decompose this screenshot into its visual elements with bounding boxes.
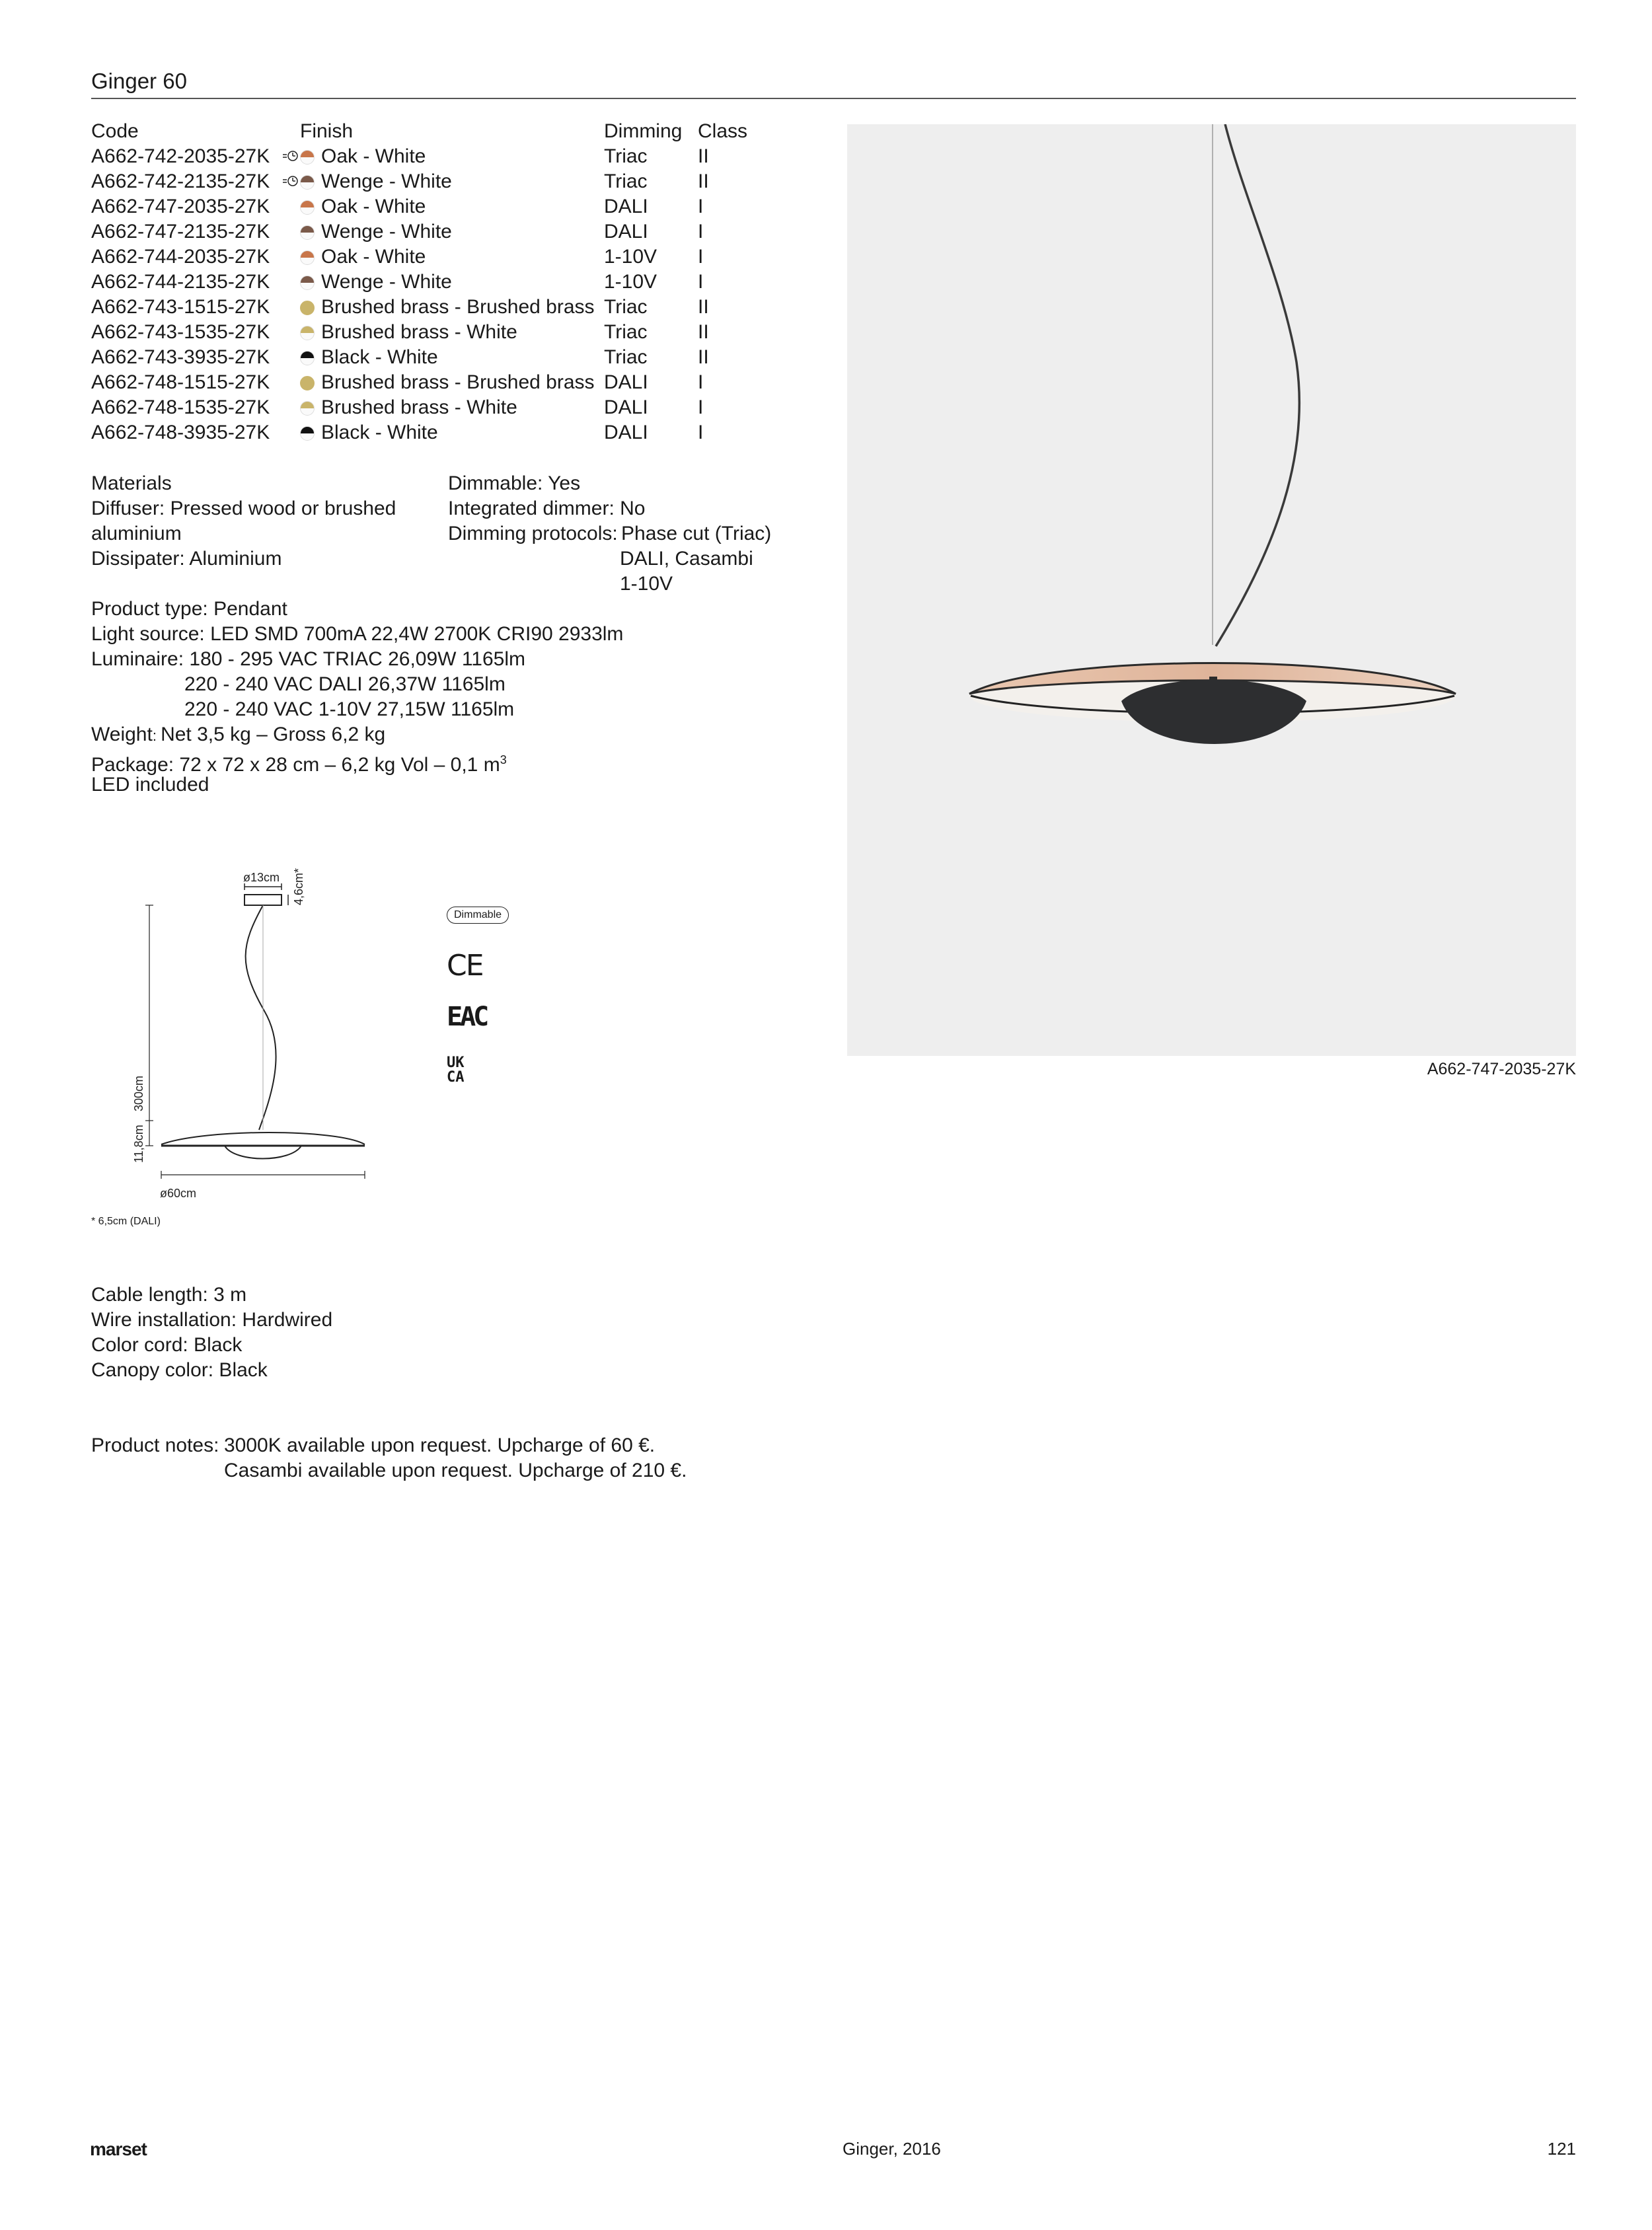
product-photo	[847, 124, 1576, 1056]
dimming-value: Triac	[604, 170, 648, 192]
color-cord: Color cord: Black	[91, 1334, 243, 1356]
pendant-lamp-image	[847, 124, 1576, 1056]
finish-swatch-icon	[300, 250, 315, 265]
finish-swatch-icon	[300, 175, 315, 190]
class-value: I	[698, 422, 704, 443]
materials-dissipater: Dissipater: Aluminium	[91, 548, 282, 570]
materials-heading: Materials	[91, 472, 172, 494]
spec-led-included: LED included	[91, 774, 209, 796]
footer-collection: Ginger, 2016	[843, 2139, 941, 2159]
dimmer-icons	[283, 219, 300, 244]
dimmable-info: Dimmable: Yes	[448, 472, 581, 494]
dimming-protocol-010v: 1-10V	[620, 573, 673, 595]
dimming-value: 1-10V	[604, 271, 657, 293]
table-row	[91, 345, 747, 370]
spec-package: Package: 72 x 72 x 28 cm – 6,2 kg Vol – 0,1 $m^3$	[91, 753, 507, 776]
integrated-dimmer-info: Integrated dimmer: No	[448, 498, 646, 519]
table-row	[91, 370, 747, 395]
table-body	[91, 144, 747, 445]
canopy-height-label: 4,6cm*	[292, 868, 305, 905]
finish-cell	[300, 345, 604, 370]
finish-label: Brushed brass - Brushed brass	[321, 371, 595, 393]
diffuser-outline	[225, 1146, 301, 1159]
cable-length-label: 300cm	[132, 1075, 145, 1111]
dimming-value: DALI	[604, 196, 648, 217]
class-value: II	[698, 170, 709, 192]
eac-mark-icon: EAC	[447, 1002, 487, 1032]
product-code: A662-747-2135-27K	[91, 221, 270, 242]
table-header-row	[91, 119, 747, 144]
materials-diffuser: Diffuser: Pressed wood or brushed	[91, 498, 396, 519]
dimmer-icons	[283, 295, 300, 320]
class-value: I	[698, 221, 704, 242]
dimming-value: DALI	[604, 422, 648, 443]
class-value: II	[698, 321, 709, 343]
dimmer-clock-icon	[283, 174, 299, 188]
dimmer-icons	[283, 420, 300, 445]
ce-mark-icon: CE	[447, 949, 483, 983]
cable-line	[246, 905, 276, 1130]
dimming-protocol-dali: DALI, Casambi	[620, 548, 753, 570]
product-code: A662-748-1535-27K	[91, 396, 270, 418]
finish-cell	[300, 244, 604, 270]
dimming-value: DALI	[604, 371, 648, 393]
product-code: A662-744-2035-27K	[91, 246, 270, 268]
dimmer-icons	[283, 370, 300, 395]
finish-label: Brushed brass - White	[321, 396, 517, 418]
product-code: A662-743-3935-27K	[91, 346, 270, 368]
page-number: 121	[1547, 2139, 1576, 2159]
shade-diameter-label: ø60cm	[160, 1187, 197, 1200]
dimmer-icons	[283, 345, 300, 370]
table-row	[91, 420, 747, 445]
shade-outline	[161, 1133, 365, 1144]
product-note-3000k: 3000K available upon request. Upcharge of 60 €.	[224, 1434, 656, 1456]
finish-swatch-icon	[300, 401, 315, 416]
product-code: A662-743-1515-27K	[91, 296, 270, 318]
dimmer-icons	[283, 395, 300, 420]
canopy-outline	[244, 895, 282, 905]
dimming-value: Triac	[604, 346, 648, 368]
class-value: II	[698, 296, 709, 318]
dimmer-clock-icon	[283, 149, 299, 163]
table-row	[91, 144, 747, 169]
finish-cell	[300, 370, 604, 395]
dimming-value: Triac	[604, 321, 648, 343]
product-code: A662-747-2035-27K	[91, 196, 270, 217]
table-row	[91, 395, 747, 420]
class-value: I	[698, 396, 704, 418]
finish-label: Oak - White	[321, 246, 426, 268]
title-divider	[91, 98, 1576, 99]
finish-label: Brushed brass - Brushed brass	[321, 296, 595, 318]
dimmable-badge: Dimmable	[447, 907, 509, 924]
dimming-value: 1-10V	[604, 246, 657, 268]
table-row	[91, 194, 747, 219]
materials-diffuser-cont: aluminium	[91, 523, 182, 544]
class-value: I	[698, 271, 704, 293]
finish-label: Oak - White	[321, 196, 426, 217]
finish-swatch-icon	[300, 351, 315, 365]
finish-swatch-icon	[300, 200, 315, 215]
table-row	[91, 320, 747, 345]
finish-cell	[300, 169, 604, 194]
dimmer-icons	[283, 144, 300, 169]
canopy-diameter-label: ø13cm	[243, 871, 280, 884]
dimming-protocols-label: Dimming protocols:	[448, 523, 618, 544]
finish-swatch-icon	[300, 326, 315, 340]
dimmer-icons	[283, 320, 300, 345]
finish-cell	[300, 420, 604, 445]
finish-cell	[300, 270, 604, 295]
finish-cell	[300, 194, 604, 219]
finish-swatch-icon	[300, 426, 315, 441]
class-value: I	[698, 196, 704, 217]
finish-label: Oak - White	[321, 145, 426, 167]
page-title: Ginger 60	[91, 69, 187, 93]
technical-drawing	[119, 852, 383, 1222]
finish-cell	[300, 320, 604, 345]
class-value: I	[698, 371, 704, 393]
finish-swatch-icon	[300, 376, 315, 390]
finish-cell	[300, 219, 604, 244]
ukca-mark-icon: UK CA	[447, 1055, 465, 1086]
finish-label: Brushed brass - White	[321, 321, 517, 343]
dimming-protocol-triac: Phase cut (Triac)	[621, 523, 772, 544]
finish-swatch-icon	[300, 225, 315, 240]
dimmer-icons	[283, 270, 300, 295]
dimming-value: Triac	[604, 296, 648, 318]
dimming-value: DALI	[604, 221, 648, 242]
finish-label: Wenge - White	[321, 170, 452, 192]
spec-product-type: Product type: Pendant	[91, 598, 287, 620]
finish-swatch-icon	[300, 276, 315, 290]
canopy-color: Canopy color: Black	[91, 1359, 268, 1381]
finish-cell	[300, 295, 604, 320]
spec-luminaire-010v: 220 - 240 VAC 1-10V 27,15W 1165lm	[184, 698, 515, 720]
dimming-value: Triac	[604, 145, 648, 167]
class-value: II	[698, 346, 709, 368]
dimmer-icons	[283, 244, 300, 270]
finish-label: Black - White	[321, 422, 438, 443]
dimmer-icons	[283, 194, 300, 219]
table-row	[91, 169, 747, 194]
finish-cell	[300, 144, 604, 169]
product-code: A662-748-1515-27K	[91, 371, 270, 393]
photo-caption: A662-747-2035-27K	[1427, 1060, 1576, 1078]
finish-swatch-icon	[300, 150, 315, 165]
finish-label: Wenge - White	[321, 221, 452, 242]
brand-logo: marset	[90, 2139, 147, 2159]
product-codes-table	[91, 119, 747, 445]
cable-length: Cable length: 3 m	[91, 1284, 247, 1306]
dimming-value: DALI	[604, 396, 648, 418]
shade-height-label: 11,8cm	[132, 1125, 145, 1163]
header-dimming: Dimming	[604, 120, 683, 142]
table-row	[91, 295, 747, 320]
product-note-casambi: Casambi available upon request. Upcharge of 210 €.	[224, 1460, 687, 1481]
spec-luminaire-dali: 220 - 240 VAC DALI 26,37W 1165lm	[184, 673, 506, 695]
finish-cell	[300, 395, 604, 420]
header-code: Code	[91, 120, 139, 142]
finish-swatch-icon	[300, 301, 315, 315]
spec-weight: Weight: Net 3,5 kg – Gross 6,2 kg	[91, 724, 386, 745]
spec-light-source: Light source: LED SMD 700mA 22,4W 2700K CRI90 2933lm	[91, 623, 624, 645]
product-code: A662-742-2135-27K	[91, 170, 270, 192]
header-finish: Finish	[300, 120, 354, 142]
dimmer-icons	[283, 169, 300, 194]
product-code: A662-743-1535-27K	[91, 321, 270, 343]
spec-luminaire-triac: Luminaire: 180 - 295 VAC TRIAC 26,09W 1165lm	[91, 648, 525, 670]
table-row	[91, 219, 747, 244]
product-code: A662-744-2135-27K	[91, 271, 270, 293]
product-notes-label: Product notes:	[91, 1434, 219, 1456]
drawing-footnote: * 6,5cm (DALI)	[91, 1216, 161, 1227]
header-class: Class	[698, 120, 748, 142]
table-row	[91, 270, 747, 295]
product-code: A662-748-3935-27K	[91, 422, 270, 443]
finish-label: Wenge - White	[321, 271, 452, 293]
class-value: II	[698, 145, 709, 167]
finish-label: Black - White	[321, 346, 438, 368]
table-row	[91, 244, 747, 270]
class-value: I	[698, 246, 704, 268]
wire-installation: Wire installation: Hardwired	[91, 1309, 333, 1331]
product-code: A662-742-2035-27K	[91, 145, 270, 167]
